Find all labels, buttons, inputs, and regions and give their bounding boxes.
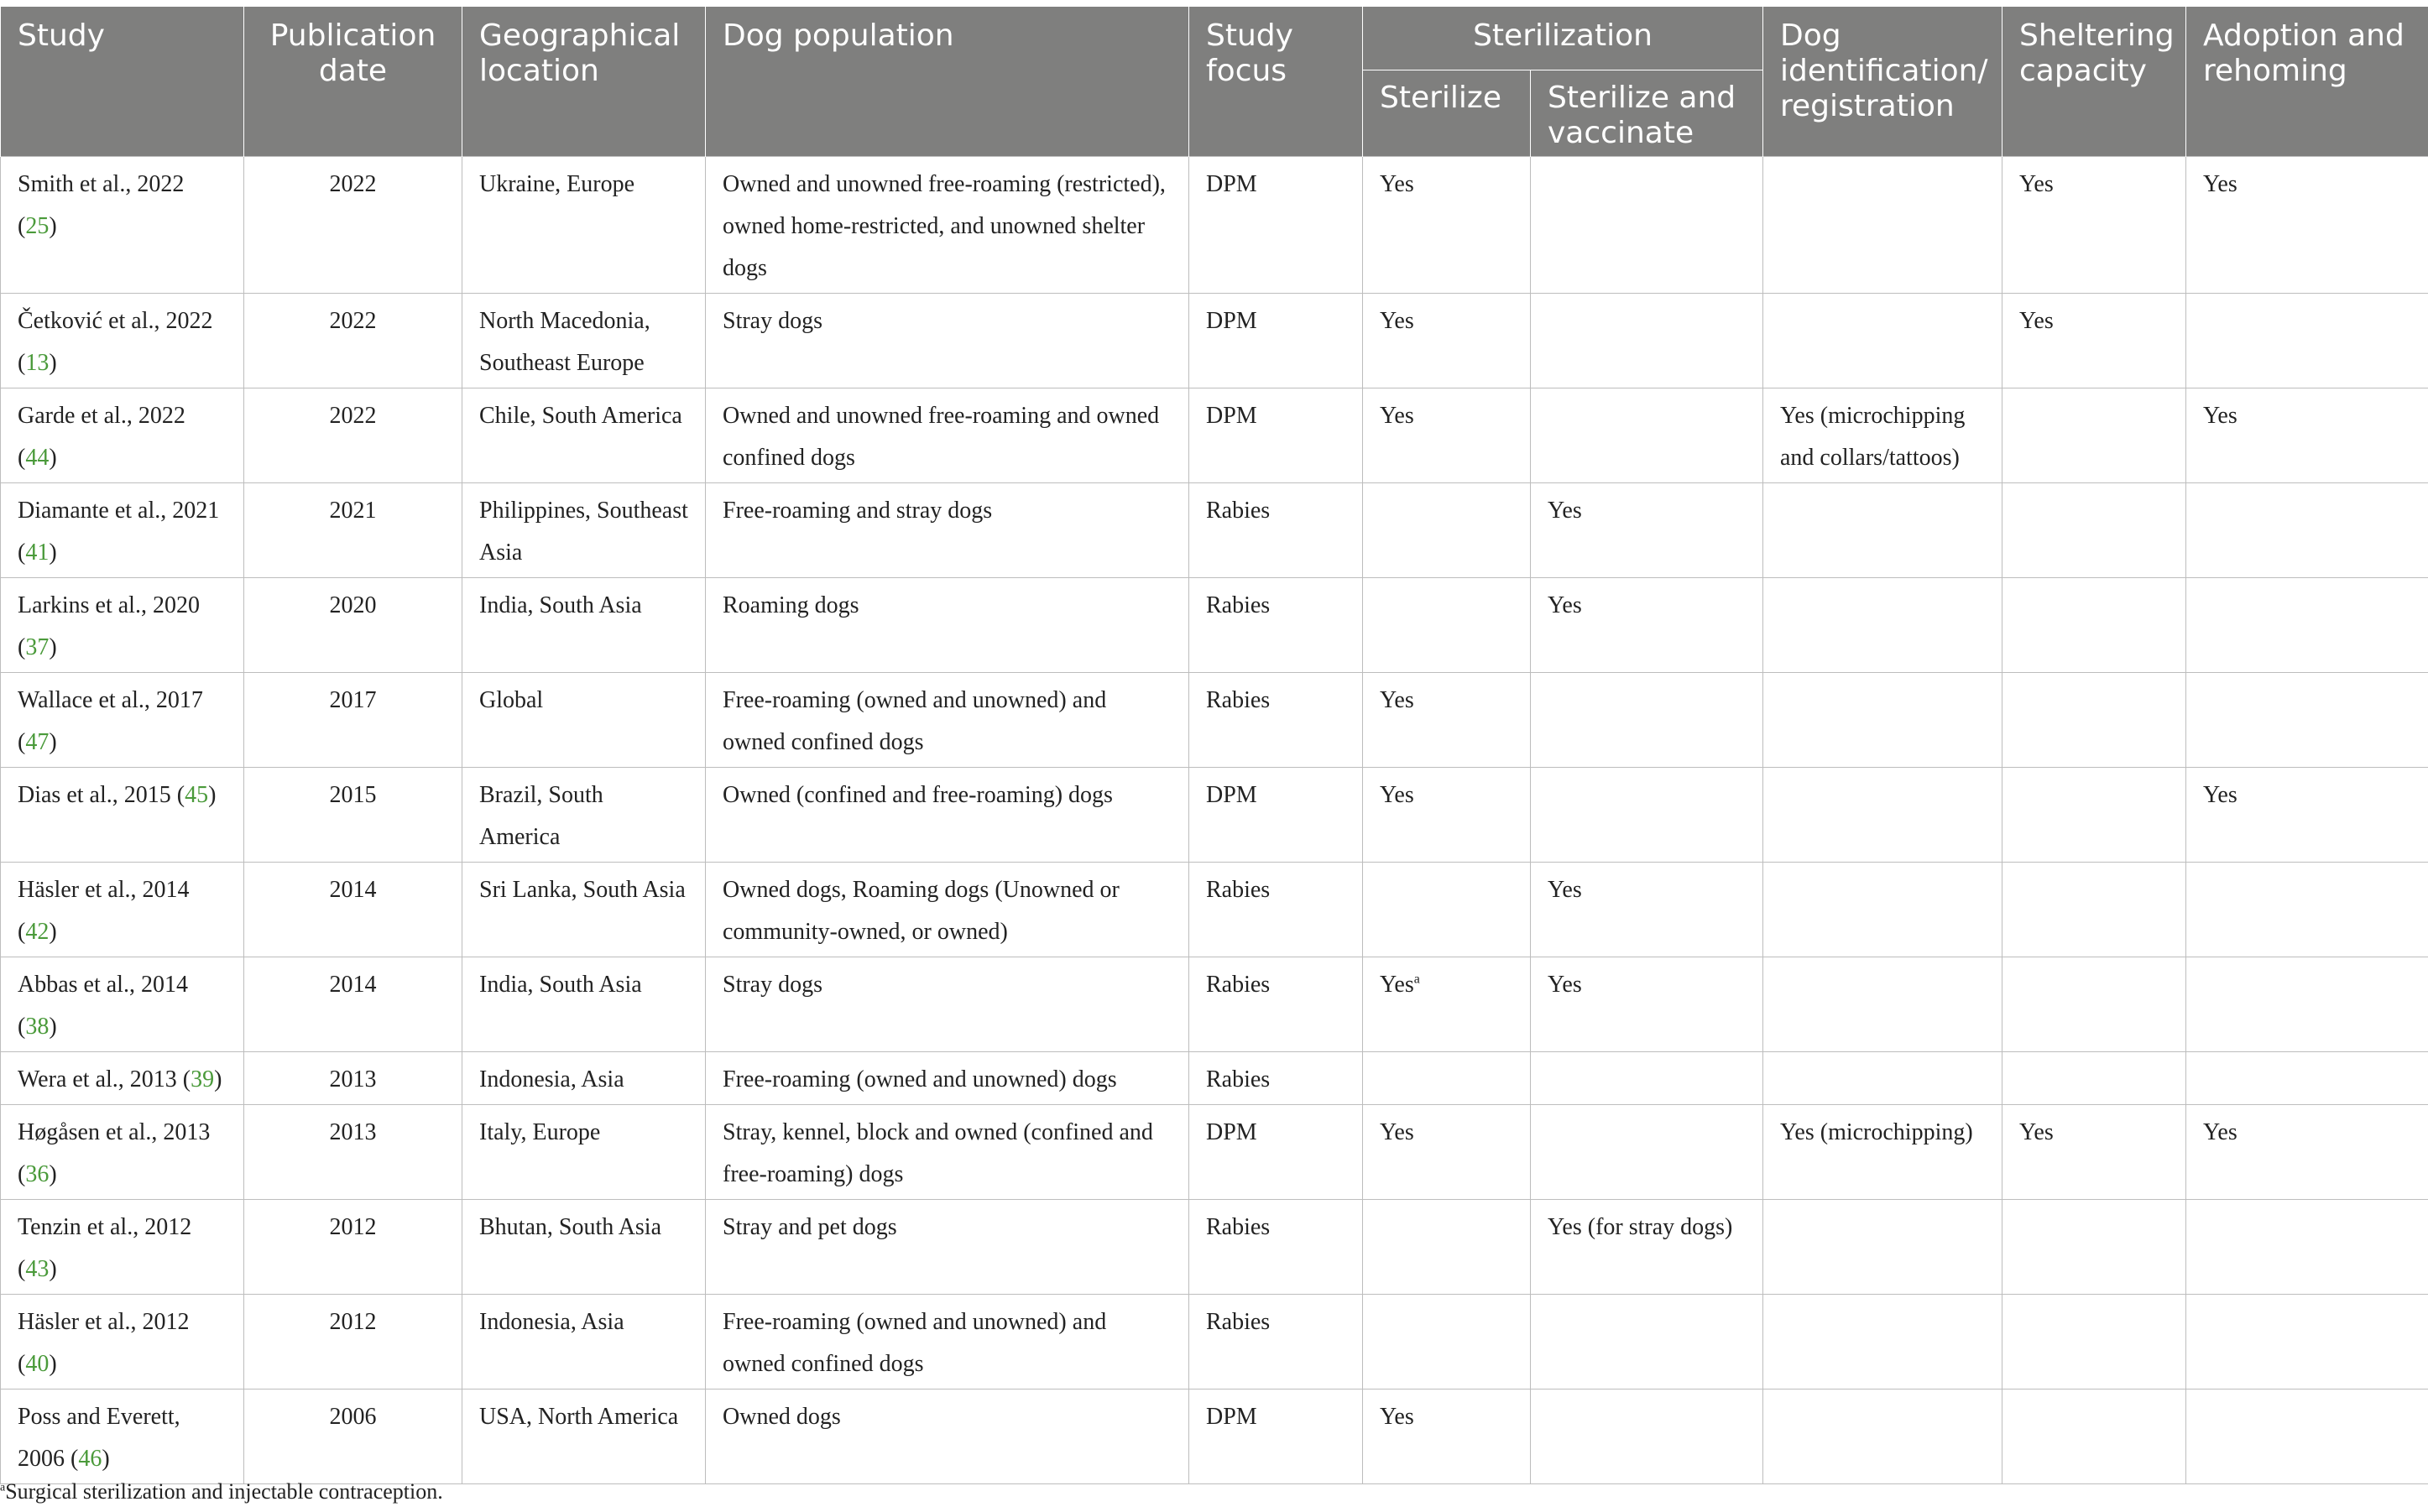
cell-publication-date: 2014: [244, 863, 462, 957]
cell-adoption-rehoming: Yes: [2186, 768, 2428, 863]
header-study-focus: Study focus: [1189, 7, 1363, 157]
footnote-reference-mark: a: [1413, 972, 1420, 987]
footnote: [0, 1479, 443, 1504]
cell-dog-population: Owned and unowned free-roaming (restricted), owned home-restricted, and unowned shelter dogs: [706, 157, 1189, 294]
table-row: [1, 863, 2428, 957]
study-text: Wera et al., 2013 (: [18, 1066, 191, 1092]
cell-study: [1, 1105, 244, 1200]
study-text-end: ): [49, 213, 57, 239]
cell-study: [1, 1295, 244, 1389]
reference-link[interactable]: 41: [25, 540, 50, 566]
cell-study-focus: Rabies: [1189, 1200, 1363, 1295]
cell-study-focus: DPM: [1189, 157, 1363, 294]
reference-link[interactable]: 40: [25, 1351, 50, 1377]
cell-sheltering-capacity: [2002, 1295, 2186, 1389]
reference-link[interactable]: 46: [78, 1446, 102, 1472]
table-row: [1, 578, 2428, 673]
cell-sterilize-and-vaccinate: Yes: [1531, 957, 1763, 1052]
cell-study: [1, 157, 244, 294]
cell-sterilize-and-vaccinate: [1531, 1105, 1763, 1200]
cell-adoption-rehoming: [2186, 294, 2428, 388]
footnote-mark: a: [0, 1481, 6, 1494]
cell-dog-population: Free-roaming (owned and unowned) and owned confined dogs: [706, 1295, 1189, 1389]
cell-sterilize: [1363, 1052, 1531, 1105]
cell-study-focus: Rabies: [1189, 673, 1363, 768]
table-row: [1, 1295, 2428, 1389]
study-text: Garde et al., 2022 (: [18, 403, 185, 471]
study-text-end: ): [49, 919, 57, 945]
study-text: Wallace et al., 2017 (: [18, 687, 203, 755]
cell-sterilize: [1363, 483, 1531, 578]
cell-study: [1, 1052, 244, 1105]
cell-sterilize-and-vaccinate: [1531, 157, 1763, 294]
cell-study-focus: DPM: [1189, 294, 1363, 388]
cell-dog-identification: [1763, 1052, 2002, 1105]
header-sterilization: Sterilization: [1363, 7, 1763, 70]
study-text-end: ): [49, 445, 57, 471]
table-row: [1, 1052, 2428, 1105]
cell-publication-date: 2014: [244, 957, 462, 1052]
cell-study: [1, 1200, 244, 1295]
study-text-end: ): [49, 350, 57, 376]
cell-adoption-rehoming: [2186, 863, 2428, 957]
cell-publication-date: 2015: [244, 768, 462, 863]
cell-sterilize: Yes: [1363, 673, 1531, 768]
header-dog-population: Dog population: [706, 7, 1189, 157]
cell-study-focus: DPM: [1189, 388, 1363, 483]
cell-adoption-rehoming: [2186, 1200, 2428, 1295]
cell-dog-population: Stray, kennel, block and owned (confined and free-roaming) dogs: [706, 1105, 1189, 1200]
table-row: [1, 157, 2428, 294]
cell-geographical-location: Bhutan, South Asia: [462, 1200, 706, 1295]
footnote-text: Surgical sterilization and injectable contraception.: [5, 1479, 443, 1504]
table-row: [1, 957, 2428, 1052]
cell-geographical-location: Brazil, South America: [462, 768, 706, 863]
cell-publication-date: 2022: [244, 388, 462, 483]
header-adoption-rehoming: Adoption and rehoming: [2186, 7, 2428, 157]
header-sterilize-and-vaccinate: Sterilize and vaccinate: [1531, 70, 1763, 157]
cell-sheltering-capacity: [2002, 1389, 2186, 1484]
reference-link[interactable]: 45: [185, 782, 209, 808]
cell-sheltering-capacity: Yes: [2002, 157, 2186, 294]
cell-sterilize-and-vaccinate: Yes: [1531, 578, 1763, 673]
cell-study-focus: Rabies: [1189, 863, 1363, 957]
table-row: [1, 1200, 2428, 1295]
study-text-end: ): [49, 540, 57, 566]
data-table: [0, 7, 2428, 1484]
cell-sterilize-and-vaccinate: [1531, 1389, 1763, 1484]
cell-sheltering-capacity: Yes: [2002, 1105, 2186, 1200]
header-dog-identification: Dog identification/ registration: [1763, 7, 2002, 157]
cell-sterilize: Yes: [1363, 388, 1531, 483]
reference-link[interactable]: 38: [25, 1014, 50, 1040]
study-text: Larkins et al., 2020 (: [18, 592, 200, 660]
study-text-end: ): [49, 729, 57, 755]
study-text: Smith et al., 2022 (: [18, 171, 185, 239]
cell-study-focus: Rabies: [1189, 1295, 1363, 1389]
cell-sterilize: Yes: [1363, 768, 1531, 863]
study-text: Tenzin et al., 2012 (: [18, 1214, 192, 1282]
cell-dog-population: Owned dogs: [706, 1389, 1189, 1484]
cell-study-focus: DPM: [1189, 1389, 1363, 1484]
cell-adoption-rehoming: [2186, 578, 2428, 673]
study-text-end: ): [49, 1161, 57, 1187]
cell-adoption-rehoming: [2186, 1389, 2428, 1484]
cell-dog-identification: [1763, 578, 2002, 673]
study-text: Häsler et al., 2014 (: [18, 877, 190, 945]
cell-dog-population: Roaming dogs: [706, 578, 1189, 673]
cell-sheltering-capacity: Yes: [2002, 294, 2186, 388]
cell-sterilize-and-vaccinate: Yes: [1531, 863, 1763, 957]
cell-dog-identification: [1763, 957, 2002, 1052]
cell-geographical-location: Ukraine, Europe: [462, 157, 706, 294]
cell-publication-date: 2020: [244, 578, 462, 673]
cell-dog-identification: [1763, 1295, 2002, 1389]
cell-study-focus: DPM: [1189, 1105, 1363, 1200]
cell-dog-identification: [1763, 294, 2002, 388]
header-study: Study: [1, 7, 244, 157]
cell-sheltering-capacity: [2002, 388, 2186, 483]
cell-dog-population: Stray dogs: [706, 294, 1189, 388]
cell-publication-date: 2017: [244, 673, 462, 768]
study-text-end: ): [49, 634, 57, 660]
study-text-end: ): [49, 1351, 57, 1377]
study-text-end: ): [49, 1256, 57, 1282]
cell-geographical-location: Philippines, Southeast Asia: [462, 483, 706, 578]
cell-dog-population: Free-roaming and stray dogs: [706, 483, 1189, 578]
cell-geographical-location: Global: [462, 673, 706, 768]
cell-dog-identification: Yes (microchipping and collars/tattoos): [1763, 388, 2002, 483]
cell-publication-date: 2012: [244, 1295, 462, 1389]
cell-dog-population: Free-roaming (owned and unowned) dogs: [706, 1052, 1189, 1105]
cell-sheltering-capacity: [2002, 863, 2186, 957]
cell-dog-population: Stray and pet dogs: [706, 1200, 1189, 1295]
cell-sheltering-capacity: [2002, 768, 2186, 863]
cell-study: [1, 483, 244, 578]
cell-sheltering-capacity: [2002, 1052, 2186, 1105]
cell-sterilize: [1363, 1200, 1531, 1295]
reference-link[interactable]: 47: [25, 729, 50, 755]
study-text: Abbas et al., 2014 (: [18, 972, 188, 1040]
cell-sterilize-and-vaccinate: Yes (for stray dogs): [1531, 1200, 1763, 1295]
table-row: [1, 388, 2428, 483]
header-geographical-location: Geographical location: [462, 7, 706, 157]
cell-dog-identification: [1763, 673, 2002, 768]
study-text-end: ): [49, 1014, 57, 1040]
cell-study: [1, 768, 244, 863]
cell-publication-date: 2021: [244, 483, 462, 578]
cell-geographical-location: Indonesia, Asia: [462, 1052, 706, 1105]
cell-study: [1, 388, 244, 483]
cell-adoption-rehoming: Yes: [2186, 1105, 2428, 1200]
cell-adoption-rehoming: Yes: [2186, 388, 2428, 483]
cell-publication-date: 2022: [244, 157, 462, 294]
cell-sterilize: [1363, 863, 1531, 957]
table-row: [1, 483, 2428, 578]
study-text: Dias et al., 2015 (: [18, 782, 185, 808]
cell-dog-population: Owned and unowned free-roaming and owned confined dogs: [706, 388, 1189, 483]
study-text-end: ): [214, 1066, 222, 1092]
cell-sheltering-capacity: [2002, 1200, 2186, 1295]
cell-dog-identification: [1763, 157, 2002, 294]
study-text: Høgåsen et al., 2013 (: [18, 1119, 211, 1187]
cell-study-focus: Rabies: [1189, 578, 1363, 673]
cell-adoption-rehoming: [2186, 673, 2428, 768]
cell-publication-date: 2022: [244, 294, 462, 388]
cell-dog-identification: [1763, 863, 2002, 957]
cell-study-focus: DPM: [1189, 768, 1363, 863]
cell-geographical-location: India, South Asia: [462, 578, 706, 673]
cell-sterilize: Yes: [1363, 1105, 1531, 1200]
cell-publication-date: 2012: [244, 1200, 462, 1295]
cell-geographical-location: USA, North America: [462, 1389, 706, 1484]
cell-sterilize: [1363, 578, 1531, 673]
cell-sheltering-capacity: [2002, 483, 2186, 578]
cell-study: [1, 863, 244, 957]
cell-sterilize-and-vaccinate: [1531, 294, 1763, 388]
cell-adoption-rehoming: Yes: [2186, 157, 2428, 294]
table-row: [1, 1389, 2428, 1484]
cell-dog-identification: [1763, 1389, 2002, 1484]
cell-study-focus: Rabies: [1189, 1052, 1363, 1105]
cell-publication-date: 2006: [244, 1389, 462, 1484]
table-row: [1, 768, 2428, 863]
cell-dog-population: Owned dogs, Roaming dogs (Unowned or community-owned, or owned): [706, 863, 1189, 957]
cell-dog-identification: [1763, 768, 2002, 863]
study-text-end: ): [208, 782, 217, 808]
cell-sheltering-capacity: [2002, 673, 2186, 768]
cell-dog-identification: Yes (microchipping): [1763, 1105, 2002, 1200]
cell-dog-population: Owned (confined and free-roaming) dogs: [706, 768, 1189, 863]
study-text: Diamante et al., 2021 (: [18, 498, 220, 566]
header-publication-date: Publication date: [244, 7, 462, 157]
reference-link[interactable]: 42: [25, 919, 50, 945]
cell-study: [1, 673, 244, 768]
reference-link[interactable]: 39: [191, 1066, 215, 1092]
cell-sterilize: [1363, 1295, 1531, 1389]
cell-study: [1, 957, 244, 1052]
cell-study: [1, 294, 244, 388]
study-text-end: ): [102, 1446, 110, 1472]
cell-sterilize-and-vaccinate: [1531, 673, 1763, 768]
cell-geographical-location: Chile, South America: [462, 388, 706, 483]
header-row-top: [1, 7, 2428, 70]
table-row: [1, 673, 2428, 768]
cell-geographical-location: Indonesia, Asia: [462, 1295, 706, 1389]
cell-dog-population: Free-roaming (owned and unowned) and owned confined dogs: [706, 673, 1189, 768]
cell-geographical-location: India, South Asia: [462, 957, 706, 1052]
cell-sterilize-and-vaccinate: Yes: [1531, 483, 1763, 578]
study-text: Poss and Everett, 2006 (: [18, 1404, 180, 1472]
cell-publication-date: 2013: [244, 1052, 462, 1105]
cell-sheltering-capacity: [2002, 578, 2186, 673]
table-body: [1, 157, 2428, 1484]
cell-adoption-rehoming: [2186, 483, 2428, 578]
reference-link[interactable]: 25: [25, 213, 50, 239]
cell-study-focus: Rabies: [1189, 483, 1363, 578]
cell-dog-identification: [1763, 483, 2002, 578]
cell-publication-date: 2013: [244, 1105, 462, 1200]
cell-sterilize-and-vaccinate: [1531, 1295, 1763, 1389]
cell-sterilize: Yes: [1363, 1389, 1531, 1484]
cell-sterilize-and-vaccinate: [1531, 388, 1763, 483]
study-text: Četković et al., 2022 (: [18, 308, 213, 376]
cell-geographical-location: North Macedonia, Southeast Europe: [462, 294, 706, 388]
table-row: [1, 1105, 2428, 1200]
cell-sterilize: Yes: [1363, 157, 1531, 294]
reference-link[interactable]: 13: [25, 350, 50, 376]
cell-geographical-location: Italy, Europe: [462, 1105, 706, 1200]
cell-sterilize-and-vaccinate: [1531, 1052, 1763, 1105]
cell-dog-population: Stray dogs: [706, 957, 1189, 1052]
reference-link[interactable]: 36: [25, 1161, 50, 1187]
cell-adoption-rehoming: [2186, 1295, 2428, 1389]
cell-sterilize: [1363, 957, 1531, 1052]
cell-adoption-rehoming: [2186, 1052, 2428, 1105]
cell-study: [1, 578, 244, 673]
cell-dog-identification: [1763, 1200, 2002, 1295]
cell-study-focus: Rabies: [1189, 957, 1363, 1052]
reference-link[interactable]: 37: [25, 634, 50, 660]
cell-sterilize: Yes: [1363, 294, 1531, 388]
study-text: Häsler et al., 2012 (: [18, 1309, 190, 1377]
cell-geographical-location: Sri Lanka, South Asia: [462, 863, 706, 957]
reference-link[interactable]: 43: [25, 1256, 50, 1282]
table-row: [1, 294, 2428, 388]
cell-study: [1, 1389, 244, 1484]
cell-adoption-rehoming: [2186, 957, 2428, 1052]
header-sterilize: Sterilize: [1363, 70, 1531, 157]
cell-sheltering-capacity: [2002, 957, 2186, 1052]
header-sheltering-capacity: Sheltering capacity: [2002, 7, 2186, 157]
sterilize-value: Yes: [1380, 972, 1414, 998]
reference-link[interactable]: 44: [25, 445, 50, 471]
cell-sterilize-and-vaccinate: [1531, 768, 1763, 863]
